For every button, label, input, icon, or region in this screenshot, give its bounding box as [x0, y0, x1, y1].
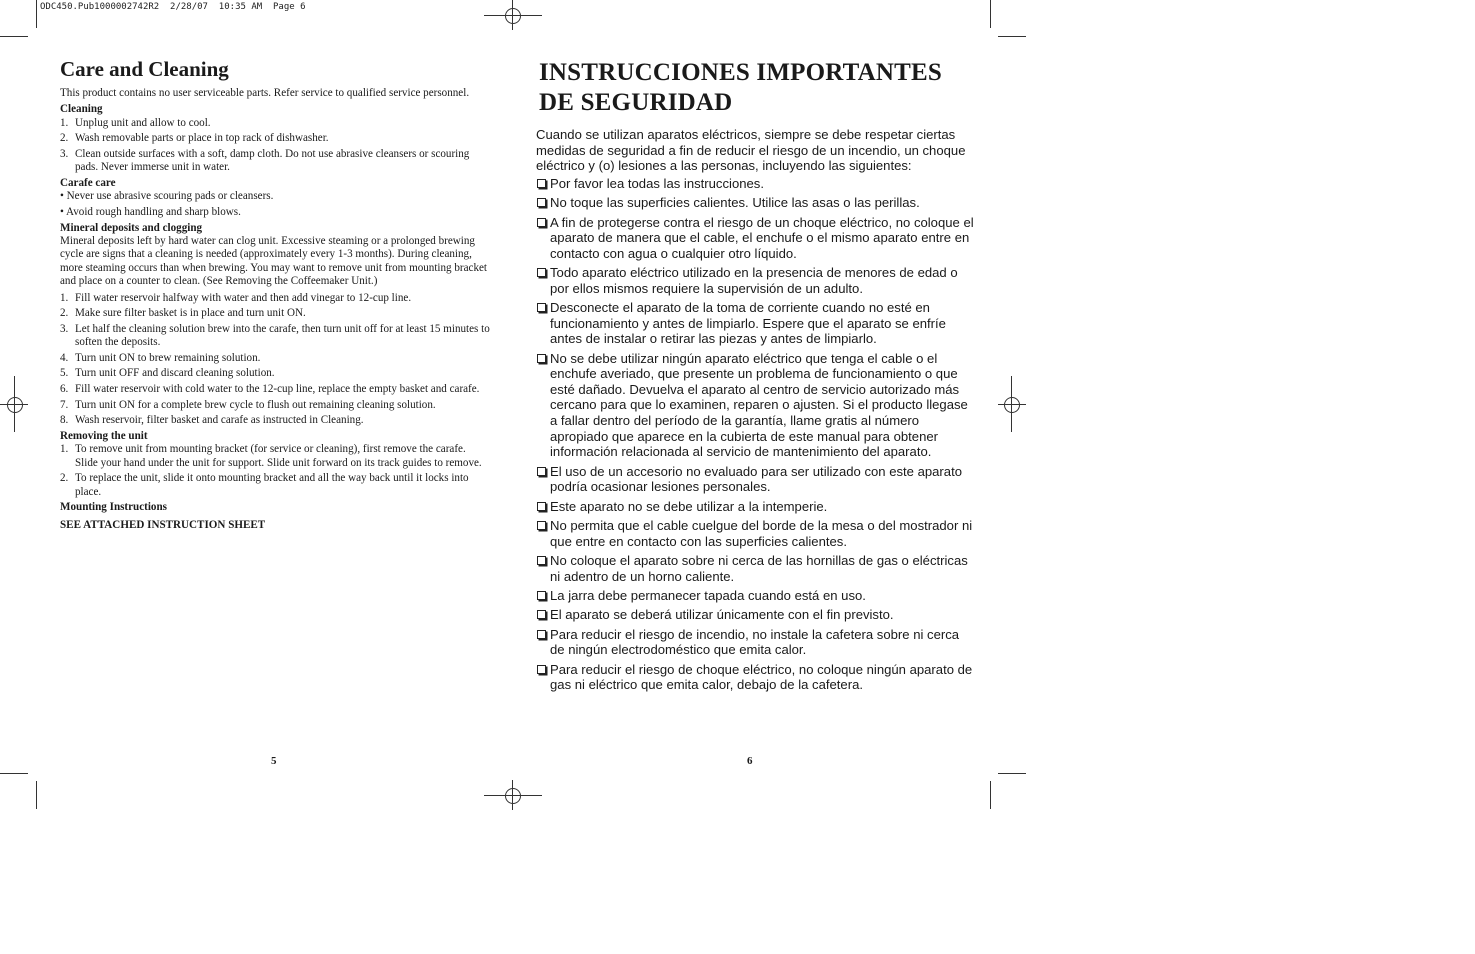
mineral-deposits-paragraph: Mineral deposits left by hard water can clog unit. Excessive steaming or a prolonged brewing cycle are signs that a cleaning is needed (approximately every 1-3 months). During cleaning, more steaming occurs than when brewing. You may want to remove unit from mounting bracket and place on a counter to clean. (See Removing the Coffeemaker Unit.)	[60, 235, 488, 288]
list-item: • Avoid rough handling and sharp blows.	[60, 206, 241, 218]
list-item: 7. Turn unit ON for a complete brew cycle to flush out remaining cleaning solution.	[60, 398, 436, 411]
list-item: Para reducir el riesgo de choque eléctrico, no coloque ningún aparato de gas ni eléctrico que emita calor, debajo de la cafetera.	[536, 662, 976, 693]
mounting-instructions-note: SEE ATTACHED INSTRUCTION SHEET	[60, 518, 266, 531]
list-item: 3. Clean outside surfaces with a soft, damp cloth. Do not use abrasive cleansers or scouring pads. Never immerse unit in water.	[60, 148, 470, 174]
list-item: No coloque el aparato sobre ni cerca de las hornillas de gas o eléctricas ni adentro de un horno caliente.	[536, 553, 976, 584]
list-item: 6. Fill water reservoir with cold water to the 12-cup line, replace the empty basket and carafe.	[60, 383, 480, 395]
list-item: 2. Make sure filter basket is in place and turn unit ON.	[60, 307, 306, 320]
page-title	[539, 58, 976, 118]
checkbox-bullet-icon	[537, 610, 546, 619]
checkbox-bullet-icon	[537, 556, 546, 565]
page-title: Care and Cleaning	[60, 57, 229, 81]
page-number-right: 6	[747, 755, 753, 767]
list-item: 1. To remove unit from mounting bracket (for service or cleaning), first remove the carafe. Slide your hand under the unit for support. Slide unit forward on its track guides to remove.	[60, 443, 482, 469]
safety-instructions-page	[536, 58, 976, 697]
carafe-care-list	[60, 190, 490, 219]
list-item: El aparato se deberá utilizar únicamente con el fin previsto.	[536, 607, 976, 623]
cleaning-steps	[60, 117, 490, 175]
checkbox-bullet-icon	[537, 591, 546, 600]
checkbox-bullet-icon	[537, 303, 546, 312]
list-item: 2. Wash removable parts or place in top rack of dishwasher.	[60, 132, 329, 145]
checkbox-bullet-icon	[537, 502, 546, 511]
list-item: Por favor lea todas las instrucciones.	[536, 176, 976, 192]
list-item: A fin de protegerse contra el riesgo de un choque eléctrico, no coloque el aparato de manera que el cable, el enchufe o el mismo aparato entre en contacto con agua o cualquier otro líquido.	[536, 215, 976, 262]
list-item: 8. Wash reservoir, filter basket and carafe as instructed in Cleaning.	[60, 414, 364, 427]
list-item: 1. Fill water reservoir halfway with water and then add vinegar to 12-cup line.	[60, 291, 412, 304]
list-item: 4. Turn unit ON to brew remaining solution.	[60, 351, 261, 364]
list-item: 3. Let half the cleaning solution brew into the carafe, then turn unit off for at least 15 minutes to soften the deposits.	[60, 322, 490, 349]
checkbox-bullet-icon	[537, 198, 546, 207]
intro-paragraph: This product contains no user serviceable parts. Refer service to qualified service personnel.	[60, 87, 470, 99]
carafe-care-heading: Carafe care	[60, 177, 116, 189]
list-item: 1. Unplug unit and allow to cool.	[60, 116, 211, 129]
list-item: Desconecte el aparato de la toma de corriente cuando no esté en funcionamiento y antes de limpiarlo. Espere que el aparato se enfríe antes de instalar o retirar las piezas y antes de limpiarlo.	[536, 300, 976, 347]
list-item: El uso de un accesorio no evaluado para ser utilizado con este aparato podría ocasionar lesiones personales.	[536, 464, 976, 495]
list-item: Este aparato no se debe utilizar a la intemperie.	[536, 499, 976, 515]
list-item: 2. To replace the unit, slide it onto mounting bracket and all the way back until it locks into place.	[60, 472, 469, 498]
page-title-line-2: DE SEGURIDAD	[539, 89, 733, 116]
checkbox-bullet-icon	[537, 354, 546, 363]
page-title-line-1: INSTRUCCIONES IMPORTANTES	[539, 59, 943, 86]
list-item: Para reducir el riesgo de incendio, no instale la cafetera sobre ni cerca de ningún electrodoméstico que emita calor.	[536, 627, 976, 658]
checkbox-bullet-icon	[537, 218, 546, 227]
list-item: Todo aparato eléctrico utilizado en la presencia de menores de edad o por ellos mismos requiere la supervisión de un adulto.	[536, 265, 976, 296]
cleaning-heading: Cleaning	[60, 103, 103, 116]
page-number-left: 5	[271, 755, 277, 767]
intro-paragraph: Cuando se utilizan aparatos eléctricos, siempre se debe respetar ciertas medidas de seguridad a fin de reducir el riesgo de un incendio, un choque eléctrico y (o) lesiones a las personas, incluyendo las siguientes:	[536, 127, 966, 174]
printer-slug: ODC450.Pub1000002742R2 2/28/07 10:35 AM Page 6	[40, 2, 306, 12]
mineral-deposits-heading: Mineral deposits and clogging	[60, 221, 203, 234]
list-item: No permita que el cable cuelgue del borde de la mesa o del mostrador ni que entre en contacto con las superficies calientes.	[536, 518, 976, 549]
list-item: La jarra debe permanecer tapada cuando está en uso.	[536, 588, 976, 604]
mineral-deposits-steps	[60, 292, 490, 428]
mounting-instructions-heading: Mounting Instructions	[60, 501, 167, 514]
list-item: 5. Turn unit OFF and discard cleaning solution.	[60, 367, 275, 380]
checkbox-bullet-icon	[537, 521, 546, 530]
checkbox-bullet-icon	[537, 179, 546, 188]
safety-list	[536, 176, 976, 693]
checkbox-bullet-icon	[537, 268, 546, 277]
checkbox-bullet-icon	[537, 665, 546, 674]
removing-unit-heading: Removing the unit	[60, 429, 148, 442]
checkbox-bullet-icon	[537, 467, 546, 476]
removing-unit-steps	[60, 443, 490, 499]
checkbox-bullet-icon	[537, 630, 546, 639]
list-item: • Never use abrasive scouring pads or cleansers.	[60, 190, 274, 203]
care-and-cleaning-page	[60, 56, 490, 532]
list-item: No se debe utilizar ningún aparato eléctrico que tenga el cable o el enchufe averiado, que presente un problema de funcionamiento o que esté dañado. Devuelva el aparato al centro de servicio autorizado más cercano para que lo examinen, reparen o ajusten. Si el producto llegase a fallar dentro del período de la garantía, llame gratis al número apropiado que aparece en la cubierta de este manual para obtener información relacionada al servicio de mantenimiento del aparato.	[536, 351, 976, 460]
list-item: No toque las superficies calientes. Utilice las asas o las perillas.	[536, 195, 976, 211]
